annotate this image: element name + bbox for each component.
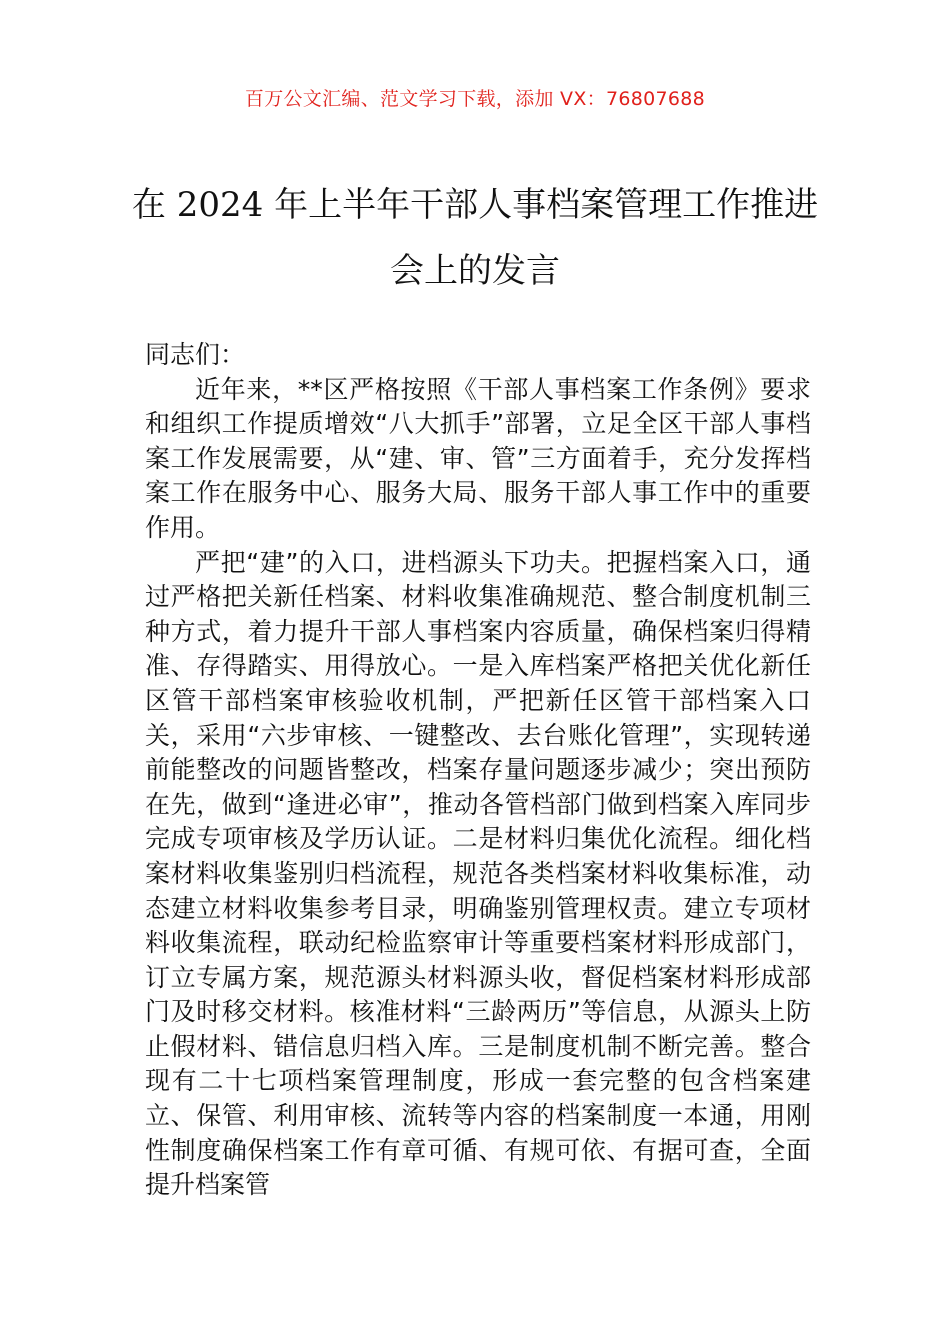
salutation: 同志们： [145,340,246,369]
paragraph: 近年来，**区严格按照《干部人事档案工作条例》要求和组织工作提质增效“八大抓手”部署，立足全区干部人事档案工作发展需要，从“建、审、管”三方面着手，充分发挥档案工作在服务中心、服务大局、服务干部人事工作中的重要作用。 [145,374,811,542]
paragraph: 严把“建”的入口，进档源头下功夫。把握档案入口，通过严格把关新任档案、材料收集准确规范、整合制度机制三种方式，着力提升干部人事档案内容质量，确保档案归得精准、存得踏实、用得放心。一是入库档案严格把关优化新任区管干部档案审核验收机制，严把新任区管干部档案入口关，采用“六步审核、一键整改、去台账化管理”，实现转递前能整改的问题皆整改，档案存量问题逐步减少；突出预防在先，做到“逢进必审”，推动各管档部门做到档案入库同步完成专项审核及学历认证。二是材料归集优化流程。细化档案材料收集鉴别归档流程，规范各类档案材料收集标准，动态建立材料收集参考目录，明确鉴别管理权责。建立专项材料收集流程，联动纪检监察审计等重要档案材料形成部门，订立专属方案，规范源头材料源头收，督促档案材料形成部门及时移交材料。核准材料“三龄两历”等信息，从源头上防止假材料、错信息归档入库。三是制度机制不断完善。整合现有二十七项档案管理制度，形成一套完整的包含档案建立、保管、利用审核、流转等内容的档案制度一本通，用刚性制度确保档案工作有章可循、有规可依、有据可查，全面提升档案管 [145,547,811,1200]
document-title: 在 2024 年上半年干部人事档案管理工作推进会上的发言 [131,185,819,291]
header-note: 百万公文汇编、范文学习下载，添加 VX：76807688 [244,88,706,110]
document-body [145,338,811,1203]
